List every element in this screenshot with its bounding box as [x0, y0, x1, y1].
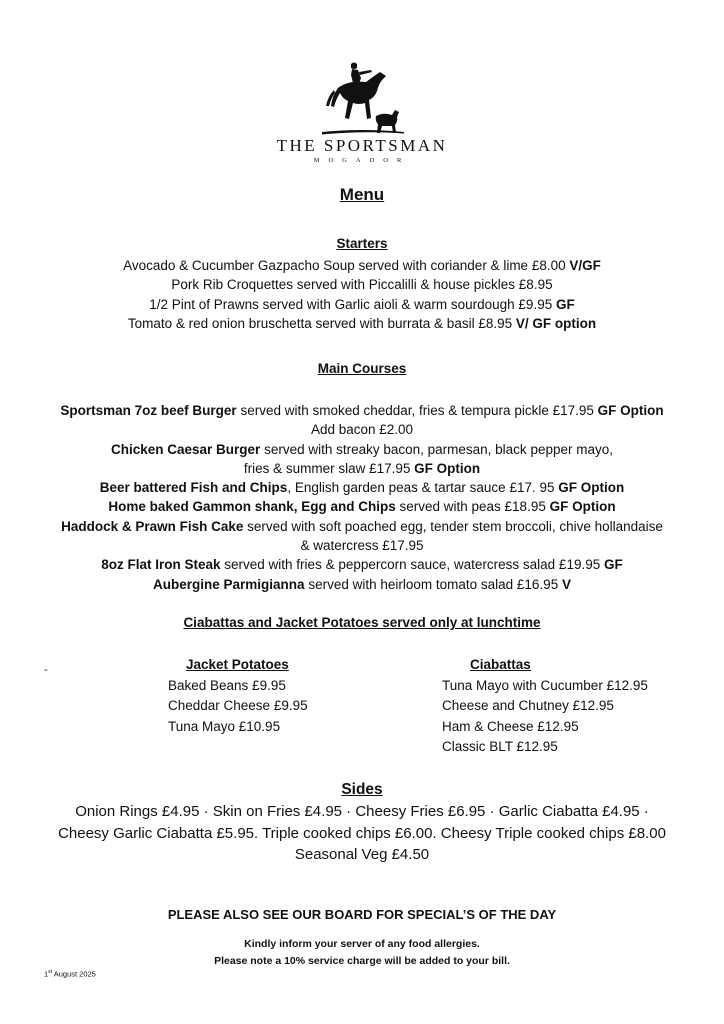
ciabatta-item: Ham & Cheese £12.95 [442, 718, 579, 734]
service-charge-note: Please note a 10% service charge will be added to your bill. [214, 954, 510, 967]
brand-name: THE SPORTSMAN [276, 136, 448, 155]
main-item: Sportsman 7oz beef Burger served with smoked cheddar, fries & tempura pickle £17.95 GF Option [60, 403, 664, 418]
ciabatta-item: Tuna Mayo with Cucumber £12.95 [442, 677, 648, 693]
jacket-potatoes-column [168, 655, 308, 737]
starters-heading: Starters [336, 236, 388, 251]
date-stamp: 1st August 2025 [44, 969, 96, 979]
horse-rider-logo [318, 60, 408, 140]
sides-heading: Sides [341, 781, 383, 798]
mains-list [0, 401, 724, 594]
allergy-notes [0, 936, 724, 969]
sides-line: Cheesy Garlic Ciabatta £5.95. Triple cooked chips £6.00. Cheesy Triple cooked chips £8.00 [58, 824, 666, 842]
main-item: Beer battered Fish and Chips, English garden peas & tartar sauce £17. 95 GF Option [99, 480, 625, 496]
allergy-note: Kindly inform your server of any food allergies. [244, 938, 480, 950]
ciabatta-item: Classic BLT £12.95 [442, 739, 558, 754]
mains-heading: Main Courses [317, 361, 407, 376]
sides-line: Seasonal Veg £4.50 [294, 846, 430, 863]
main-item: fries & summer slaw £17.95 GF Option [243, 460, 481, 476]
starter-item: Pork Rib Croquettes served with Piccalilli & house pickles £8.95 [171, 277, 553, 293]
jacket-heading: Jacket Potatoes [186, 657, 289, 672]
stray-mark: - [44, 664, 48, 676]
main-item: & watercress £17.95 [300, 538, 424, 554]
sides-list [0, 801, 724, 866]
jacket-item: Baked Beans £9.95 [168, 677, 286, 693]
starter-item: Tomato & red onion bruschetta served with burrata & basil £8.95 V/ GF option [127, 315, 597, 331]
jacket-item: Tuna Mayo £10.95 [168, 718, 281, 734]
main-item: Chicken Caesar Burger served with streaky bacon, parmesan, black pepper mayo, [111, 441, 613, 457]
ciabattas-column [442, 655, 648, 758]
starter-item: Avocado & Cucumber Gazpacho Soup served with coriander & lime £8.00 V/GF [123, 258, 601, 273]
main-item: Add bacon £2.00 [310, 422, 414, 438]
starters-list [0, 256, 724, 333]
main-item: 8oz Flat Iron Steak served with fries & peppercorn sauce, watercress salad £19.95 GF [101, 557, 623, 573]
jacket-item: Cheddar Cheese £9.95 [168, 698, 308, 713]
main-item: Home baked Gammon shank, Egg and Chips served with peas £18.95 GF Option [108, 499, 616, 515]
main-item: Haddock & Prawn Fish Cake served with soft poached egg, tender stem broccoli, chive hollandaise [61, 518, 663, 534]
board-notice: PLEASE ALSO SEE OUR BOARD FOR SPECIAL’S OF THE DAY [167, 907, 557, 922]
ciabatta-item: Cheese and Chutney £12.95 [442, 698, 614, 713]
sides-line: Onion Rings £4.95 · Skin on Fries £4.95 · Cheesy Fries £6.95 · Garlic Ciabatta £4.95 · [75, 803, 649, 820]
brand-subtitle: MOGADOR [313, 157, 411, 164]
main-item: Aubergine Parmigianna served with heirloom tomato salad £16.95 V [153, 576, 571, 592]
starter-item: 1/2 Pint of Prawns served with Garlic aioli & warm sourdough £9.95 GF [149, 296, 575, 312]
ciabattas-heading: Ciabattas [470, 657, 531, 672]
menu-title: Menu [339, 185, 385, 204]
lunch-note: Ciabattas and Jacket Potatoes served only at lunchtime [183, 615, 541, 630]
